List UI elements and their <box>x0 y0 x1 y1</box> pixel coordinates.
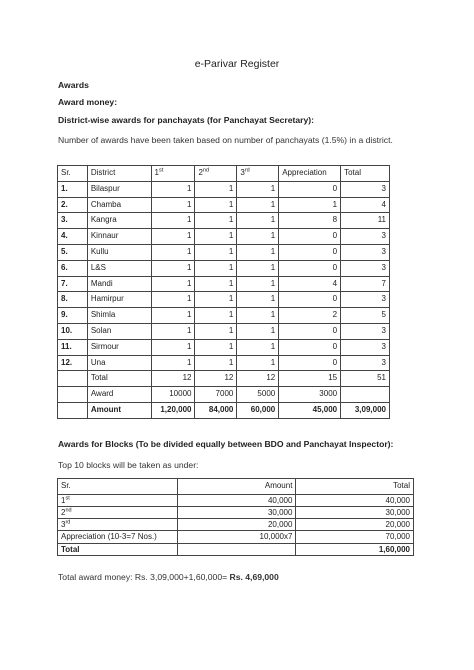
cell-first: 1 <box>151 355 195 371</box>
cell-third: 1 <box>237 276 279 292</box>
header-total: Total <box>341 166 390 182</box>
table-row <box>58 276 390 292</box>
cell-sr: 12. <box>58 355 88 371</box>
cell-third: 1 <box>237 308 279 324</box>
cell-appreciation: 0 <box>279 229 341 245</box>
header-third: 3rd <box>237 166 279 182</box>
district-awards-note: Number of awards have been taken based on number of panchayats (1.5%) in a district. <box>58 135 393 145</box>
cell-total: 3 <box>341 229 390 245</box>
cell-first: 1 <box>151 260 195 276</box>
cell-second: 1 <box>195 260 237 276</box>
cell-appreciation: 4 <box>279 276 341 292</box>
cell-first: 1 <box>151 339 195 355</box>
table-row <box>58 531 414 543</box>
cell-district: L&S <box>87 260 151 276</box>
cell-sr: 8. <box>58 292 88 308</box>
cell-district: Kullu <box>87 244 151 260</box>
cell-district: Kinnaur <box>87 229 151 245</box>
header-second: 2nd <box>195 166 237 182</box>
cell-district: Bilaspur <box>87 181 151 197</box>
cell-sr: Appreciation (10-3=7 Nos.) <box>58 531 178 543</box>
table-row <box>58 244 390 260</box>
cell-district: Solan <box>87 323 151 339</box>
cell-appreciation: 0 <box>279 181 341 197</box>
cell-district: Sirmour <box>87 339 151 355</box>
district-awards-table <box>57 165 390 419</box>
cell-appreciation: 1 <box>279 197 341 213</box>
cell-total: 3 <box>341 355 390 371</box>
cell-first: 1 <box>151 213 195 229</box>
cell-amount: 10,000x7 <box>177 531 296 543</box>
cell-second: 1 <box>195 181 237 197</box>
cell-first: 1 <box>151 292 195 308</box>
cell-third: 1 <box>237 229 279 245</box>
total-award-value: Rs. 4,69,000 <box>229 572 279 582</box>
cell-total: 4 <box>341 197 390 213</box>
cell-total: 3 <box>341 323 390 339</box>
cell-sr: 2nd <box>58 507 178 519</box>
cell-appreciation: 0 <box>279 260 341 276</box>
cell-appreciation: 0 <box>279 244 341 260</box>
cell-appreciation: 2 <box>279 308 341 324</box>
cell-total: 20,000 <box>296 519 414 531</box>
cell-appreciation: 0 <box>279 339 341 355</box>
cell-appreciation: 0 <box>279 323 341 339</box>
cell-sr: 7. <box>58 276 88 292</box>
block-awards-heading: Awards for Blocks (To be divided equally between BDO and Panchayat Inspector): <box>58 439 394 449</box>
award-row: Award 10000 7000 5000 3000 <box>58 387 390 403</box>
header-sr: Sr. <box>58 479 178 495</box>
table-row <box>58 213 390 229</box>
cell-sr: 10. <box>58 323 88 339</box>
blocks-total-row: Total 1,60,000 <box>58 543 414 555</box>
cell-second: 1 <box>195 197 237 213</box>
header-sr: Sr. <box>58 166 88 182</box>
cell-second: 1 <box>195 355 237 371</box>
table-row <box>58 507 414 519</box>
award-money-heading: Award money: <box>58 97 118 107</box>
cell-sr: 5. <box>58 244 88 260</box>
awards-heading: Awards <box>58 80 89 90</box>
cell-first: 1 <box>151 181 195 197</box>
cell-third: 1 <box>237 213 279 229</box>
cell-appreciation: 8 <box>279 213 341 229</box>
total-row: Total 12 12 12 15 51 <box>58 371 390 387</box>
cell-amount: 20,000 <box>177 519 296 531</box>
cell-district: Hamirpur <box>87 292 151 308</box>
cell-second: 1 <box>195 244 237 260</box>
cell-district: Una <box>87 355 151 371</box>
cell-total: 30,000 <box>296 507 414 519</box>
cell-district: Shimla <box>87 308 151 324</box>
cell-second: 1 <box>195 323 237 339</box>
table-row <box>58 197 390 213</box>
district-awards-heading: District-wise awards for panchayats (for Panchayat Secretary): <box>58 115 314 125</box>
cell-first: 1 <box>151 308 195 324</box>
cell-second: 1 <box>195 276 237 292</box>
table-row <box>58 323 390 339</box>
cell-third: 1 <box>237 244 279 260</box>
table-row <box>58 355 390 371</box>
cell-second: 1 <box>195 308 237 324</box>
table-header-row <box>58 479 414 495</box>
header-appreciation: Appreciation <box>279 166 341 182</box>
cell-district: Kangra <box>87 213 151 229</box>
table-header-row <box>58 166 390 182</box>
table-row <box>58 339 390 355</box>
cell-first: 1 <box>151 229 195 245</box>
header-amount: Amount <box>177 479 296 495</box>
header-first: 1st <box>151 166 195 182</box>
table-row <box>58 260 390 276</box>
cell-third: 1 <box>237 197 279 213</box>
table-row <box>58 308 390 324</box>
table-row <box>58 519 414 531</box>
cell-total: 5 <box>341 308 390 324</box>
cell-second: 1 <box>195 339 237 355</box>
cell-amount: 30,000 <box>177 507 296 519</box>
total-award-summary: Total award money: Rs. 3,09,000+1,60,000= Rs. 4,69,000 <box>58 572 279 582</box>
cell-appreciation: 0 <box>279 355 341 371</box>
cell-sr: 4. <box>58 229 88 245</box>
block-awards-note: Top 10 blocks will be taken as under: <box>58 460 199 470</box>
cell-first: 1 <box>151 323 195 339</box>
cell-sr: 1st <box>58 494 178 506</box>
cell-third: 1 <box>237 260 279 276</box>
cell-third: 1 <box>237 323 279 339</box>
cell-sr: 2. <box>58 197 88 213</box>
cell-district: Mandi <box>87 276 151 292</box>
cell-total: 40,000 <box>296 494 414 506</box>
cell-third: 1 <box>237 181 279 197</box>
cell-first: 1 <box>151 244 195 260</box>
page-title: e-Parivar Register <box>194 58 280 70</box>
cell-sr: 3. <box>58 213 88 229</box>
cell-total: 3 <box>341 292 390 308</box>
cell-sr: 3rd <box>58 519 178 531</box>
table-row <box>58 229 390 245</box>
cell-amount: 40,000 <box>177 494 296 506</box>
cell-total: 11 <box>341 213 390 229</box>
table-row <box>58 181 390 197</box>
cell-third: 1 <box>237 355 279 371</box>
cell-total: 3 <box>341 244 390 260</box>
cell-third: 1 <box>237 339 279 355</box>
cell-sr: 6. <box>58 260 88 276</box>
cell-second: 1 <box>195 213 237 229</box>
cell-first: 1 <box>151 276 195 292</box>
cell-total: 3 <box>341 339 390 355</box>
header-total: Total <box>296 479 414 495</box>
cell-total: 3 <box>341 260 390 276</box>
cell-sr: 9. <box>58 308 88 324</box>
cell-sr: 11. <box>58 339 88 355</box>
cell-appreciation: 0 <box>279 292 341 308</box>
cell-second: 1 <box>195 292 237 308</box>
cell-third: 1 <box>237 292 279 308</box>
cell-district: Chamba <box>87 197 151 213</box>
table-row <box>58 292 390 308</box>
amount-row: Amount 1,20,000 84,000 60,000 45,000 3,09,000 <box>58 402 390 418</box>
block-awards-table <box>57 478 414 556</box>
cell-second: 1 <box>195 229 237 245</box>
table-row <box>58 494 414 506</box>
cell-total: 70,000 <box>296 531 414 543</box>
cell-first: 1 <box>151 197 195 213</box>
header-district: District <box>87 166 151 182</box>
cell-total: 7 <box>341 276 390 292</box>
cell-total: 3 <box>341 181 390 197</box>
cell-sr: 1. <box>58 181 88 197</box>
